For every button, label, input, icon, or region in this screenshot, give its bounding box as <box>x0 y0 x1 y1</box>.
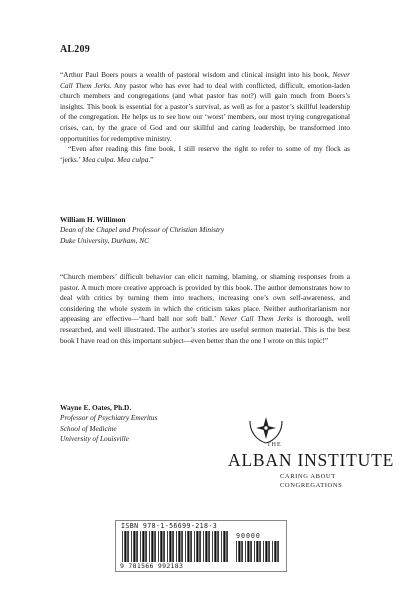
reviewer-affiliation: University of Louisville <box>60 434 129 444</box>
review-2-paragraph: “Church members’ difficult behavior can elicit naming, blaming, or shaming responses from a pastor. A much more creative approach is provided by this book. The author demonstrates how to deal with critics by turning them into teachers, increasing one’s own self-awareness, and considering the whole system in which the criticism takes place. Neither authoritarianism nor appeasing are effective—‘hard ball nor soft ball.’ Never Call Them Jerks is thorough, well researched, and well illustrated. The author’s stories are useful sermon material. This is the best book I have read on this important subject—even better than the one I wrote on this topic!” <box>60 272 350 345</box>
review-1-paragraph-2: “Even after reading this fine book, I still reserve the right to refer to some of my flock as ‘jerks.’ Mea culpa. Mea culpa.” <box>60 144 350 164</box>
review-2 <box>60 272 350 346</box>
logo-tagline-1: CARING ABOUT <box>280 473 336 480</box>
book-title: Never Call Them Jerks <box>219 314 293 324</box>
ean-barcode-bars <box>122 531 230 562</box>
logo-tagline-2: CONGREGATIONS <box>280 482 343 489</box>
ean-digits: 9 781566 992183 <box>120 562 184 570</box>
reviewer-name: William H. Willimon <box>60 215 126 224</box>
compass-rose-icon <box>242 415 290 445</box>
reviewer-title: Dean of the Chapel and Professor of Christian Ministry <box>60 225 225 235</box>
alban-institute-logo <box>218 415 395 495</box>
book-title: Never Call Them Jerks <box>60 70 350 90</box>
reviewer-affiliation: Duke University, Durham, NC <box>60 235 150 245</box>
catalog-code: AL209 <box>60 44 90 55</box>
reviewer-school: School of Medicine <box>60 423 117 433</box>
review-1 <box>60 70 350 165</box>
review-2-attribution <box>60 403 157 445</box>
review-1-attribution <box>60 215 224 246</box>
reviewer-title: Professor of Psychiatry Emeritus <box>60 413 158 423</box>
price-code: 90000 <box>236 532 261 540</box>
isbn-barcode <box>115 520 287 572</box>
logo-name: ALBAN INSTITUTE <box>228 450 395 470</box>
logo-the: THE <box>267 442 282 448</box>
isbn-text: ISBN 978-1-56699-218-3 <box>121 522 218 530</box>
reviewer-name: Wayne E. Oates, Ph.D. <box>60 403 132 412</box>
review-1-paragraph-1: “Arthur Paul Boers pours a wealth of pastoral wisdom and clinical insight into his book, Never Call Them Jerks. Any pastor who has ever had to deal with conflicted, difficult, emotion-laden church members and congregations (and what pastor has not?) will gain much from Boers’s insights. This book is essential for a pastor’s survival, as well as for a pastor’s skillful leadership of the congregation. He helps us to see how our ‘worst’ members, our most trying congregational crises, can, by the grace of God and our skillful and caring leadership, be transformed into opportunities for redemptive ministry. <box>60 70 350 143</box>
addon-barcode-bars <box>236 541 280 562</box>
